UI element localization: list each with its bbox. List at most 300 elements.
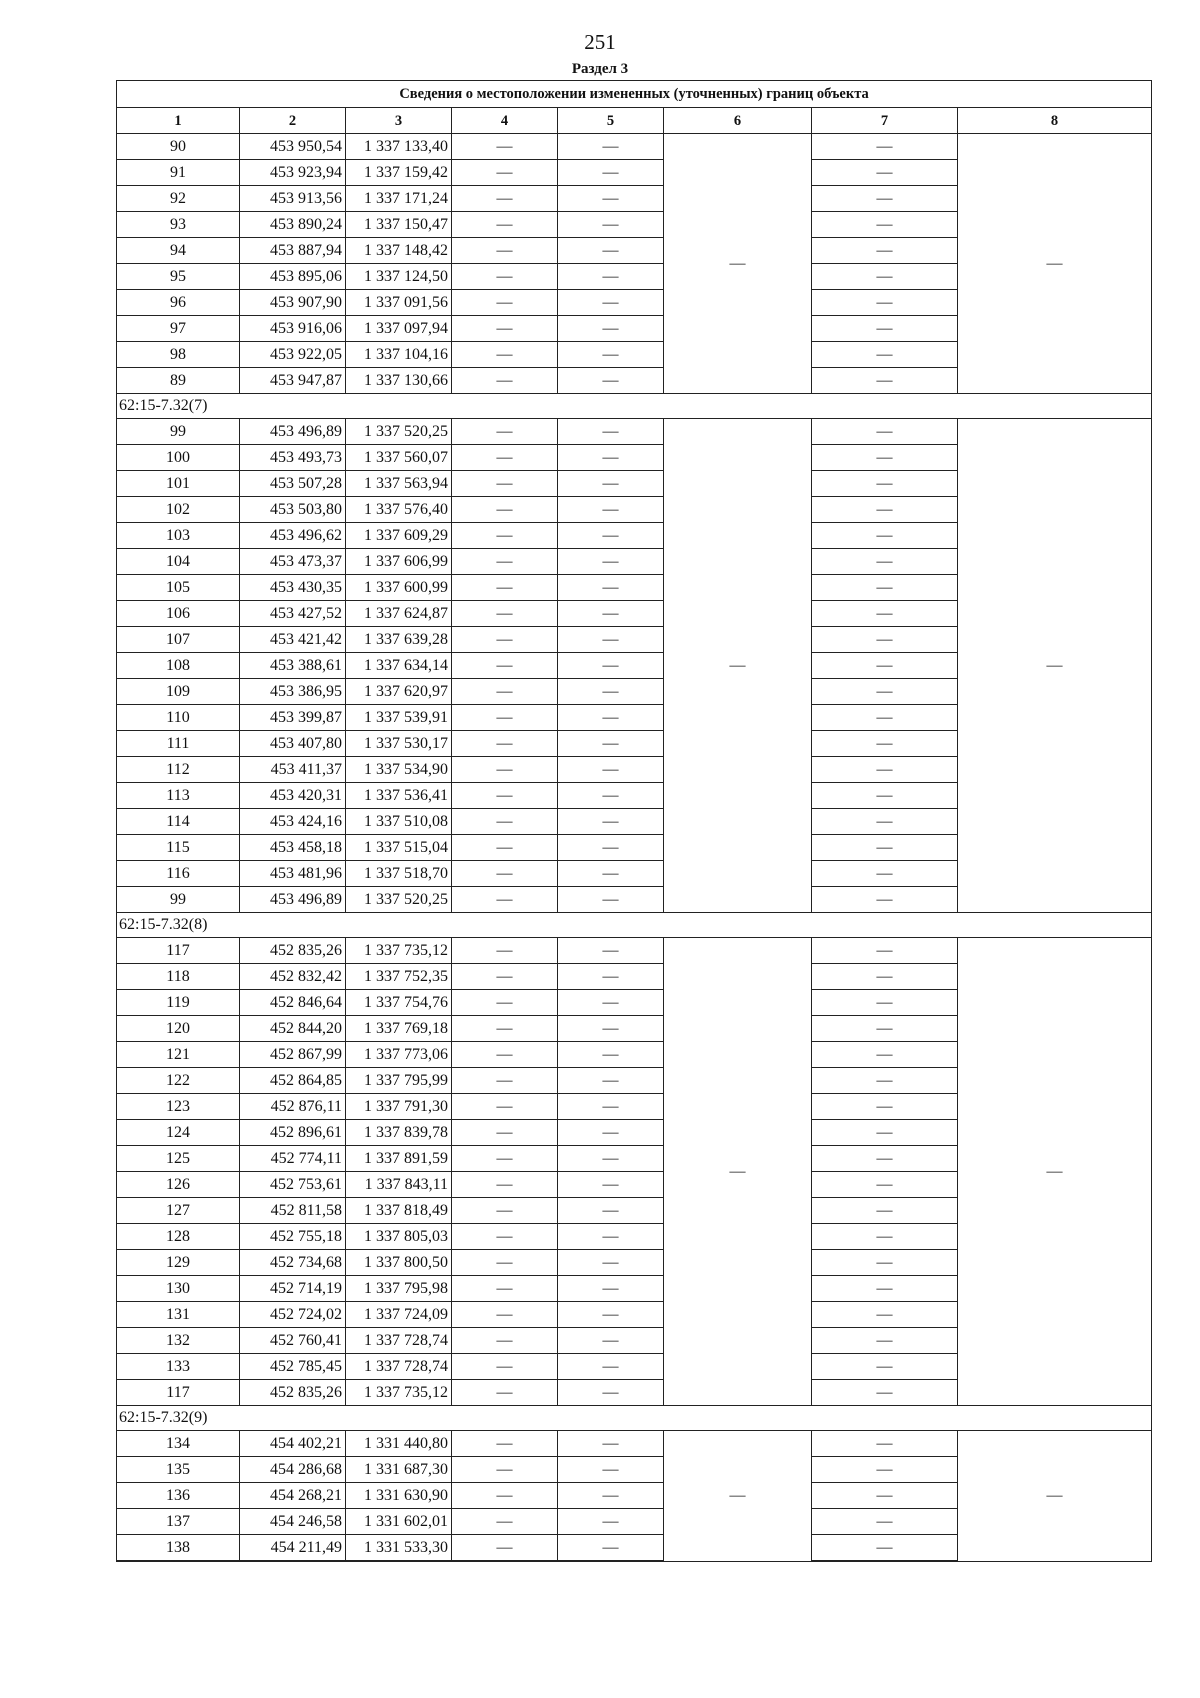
point-number-cell: 122: [117, 1068, 240, 1094]
column-5-cell: —: [558, 1094, 664, 1120]
point-number-cell: 125: [117, 1146, 240, 1172]
y-coordinate-cell: 1 337 773,06: [346, 1042, 452, 1068]
x-coordinate-cell: 453 420,31: [240, 783, 346, 809]
column-5-cell: —: [558, 964, 664, 990]
column-5-cell: —: [558, 887, 664, 913]
column-7-cell: —: [812, 1146, 958, 1172]
column-5-cell: —: [558, 731, 664, 757]
column-7-cell: —: [812, 1224, 958, 1250]
point-number-cell: 113: [117, 783, 240, 809]
column-7-cell: —: [812, 1483, 958, 1509]
y-coordinate-cell: 1 337 634,14: [346, 653, 452, 679]
point-number-cell: 109: [117, 679, 240, 705]
column-5-cell: —: [558, 316, 664, 342]
point-number-cell: 120: [117, 1016, 240, 1042]
column-5-cell: —: [558, 757, 664, 783]
point-number-cell: 134: [117, 1431, 240, 1457]
column-4-cell: —: [452, 964, 558, 990]
column-5-cell: —: [558, 1250, 664, 1276]
column-7-cell: —: [812, 990, 958, 1016]
x-coordinate-cell: 453 913,56: [240, 186, 346, 212]
y-coordinate-cell: 1 337 515,04: [346, 835, 452, 861]
x-coordinate-cell: 453 407,80: [240, 731, 346, 757]
column-6-merged-cell: —: [664, 1431, 812, 1562]
x-coordinate-cell: 453 923,94: [240, 160, 346, 186]
x-coordinate-cell: 453 386,95: [240, 679, 346, 705]
column-4-cell: —: [452, 1276, 558, 1302]
column-7-cell: —: [812, 1431, 958, 1457]
x-coordinate-cell: 453 916,06: [240, 316, 346, 342]
point-number-cell: 126: [117, 1172, 240, 1198]
column-7-cell: —: [812, 471, 958, 497]
column-4-cell: —: [452, 627, 558, 653]
point-number-cell: 112: [117, 757, 240, 783]
y-coordinate-cell: 1 337 818,49: [346, 1198, 452, 1224]
column-7-cell: —: [812, 1509, 958, 1535]
y-coordinate-cell: 1 337 104,16: [346, 342, 452, 368]
x-coordinate-cell: 453 424,16: [240, 809, 346, 835]
column-7-cell: —: [812, 1016, 958, 1042]
column-5-cell: —: [558, 705, 664, 731]
x-coordinate-cell: 452 864,85: [240, 1068, 346, 1094]
column-5-cell: —: [558, 835, 664, 861]
y-coordinate-cell: 1 337 520,25: [346, 887, 452, 913]
column-4-cell: —: [452, 1042, 558, 1068]
column-5-cell: —: [558, 186, 664, 212]
point-number-cell: 106: [117, 601, 240, 627]
column-7-cell: —: [812, 238, 958, 264]
y-coordinate-cell: 1 337 609,29: [346, 523, 452, 549]
boundary-coordinates-table: [116, 80, 1152, 1562]
y-coordinate-cell: 1 331 602,01: [346, 1509, 452, 1535]
column-4-cell: —: [452, 186, 558, 212]
column-4-cell: —: [452, 264, 558, 290]
column-7-cell: —: [812, 1302, 958, 1328]
column-5-cell: —: [558, 160, 664, 186]
column-4-cell: —: [452, 290, 558, 316]
column-5-cell: —: [558, 1146, 664, 1172]
y-coordinate-cell: 1 337 624,87: [346, 601, 452, 627]
y-coordinate-cell: 1 337 735,12: [346, 1380, 452, 1406]
table-row: [117, 1431, 1152, 1457]
column-5-cell: —: [558, 212, 664, 238]
column-5-cell: —: [558, 809, 664, 835]
column-7-cell: —: [812, 575, 958, 601]
column-4-cell: —: [452, 471, 558, 497]
point-number-cell: 100: [117, 445, 240, 471]
column-4-cell: —: [452, 1250, 558, 1276]
column-5-cell: —: [558, 1042, 664, 1068]
column-5-cell: —: [558, 627, 664, 653]
column-7-cell: —: [812, 212, 958, 238]
column-number-2: 2: [240, 108, 346, 134]
column-7-cell: —: [812, 264, 958, 290]
point-number-cell: 124: [117, 1120, 240, 1146]
y-coordinate-cell: 1 337 091,56: [346, 290, 452, 316]
column-7-cell: —: [812, 601, 958, 627]
column-7-cell: —: [812, 887, 958, 913]
x-coordinate-cell: 454 211,49: [240, 1535, 346, 1562]
point-number-cell: 95: [117, 264, 240, 290]
y-coordinate-cell: 1 337 097,94: [346, 316, 452, 342]
column-number-7: 7: [812, 108, 958, 134]
column-7-cell: —: [812, 783, 958, 809]
column-7-cell: —: [812, 731, 958, 757]
column-5-cell: —: [558, 1457, 664, 1483]
point-number-cell: 110: [117, 705, 240, 731]
point-number-cell: 91: [117, 160, 240, 186]
column-4-cell: —: [452, 1328, 558, 1354]
x-coordinate-cell: 452 846,64: [240, 990, 346, 1016]
point-number-cell: 136: [117, 1483, 240, 1509]
column-5-cell: —: [558, 523, 664, 549]
group-header-row: [117, 913, 1152, 938]
column-6-merged-cell: —: [664, 938, 812, 1406]
table-row: [117, 938, 1152, 964]
column-8-merged-cell: —: [958, 938, 1152, 1406]
x-coordinate-cell: 453 895,06: [240, 264, 346, 290]
column-7-cell: —: [812, 1094, 958, 1120]
table-row: [117, 134, 1152, 160]
x-coordinate-cell: 452 755,18: [240, 1224, 346, 1250]
column-4-cell: —: [452, 1535, 558, 1562]
column-4-cell: —: [452, 1354, 558, 1380]
x-coordinate-cell: 453 890,24: [240, 212, 346, 238]
column-7-cell: —: [812, 1250, 958, 1276]
column-5-cell: —: [558, 290, 664, 316]
group-label: 62:15-7.32(8): [117, 913, 1152, 938]
x-coordinate-cell: 452 760,41: [240, 1328, 346, 1354]
y-coordinate-cell: 1 337 150,47: [346, 212, 452, 238]
y-coordinate-cell: 1 331 440,80: [346, 1431, 452, 1457]
column-7-cell: —: [812, 1276, 958, 1302]
y-coordinate-cell: 1 337 536,41: [346, 783, 452, 809]
column-5-cell: —: [558, 653, 664, 679]
y-coordinate-cell: 1 337 130,66: [346, 368, 452, 394]
column-5-cell: —: [558, 471, 664, 497]
point-number-cell: 133: [117, 1354, 240, 1380]
column-4-cell: —: [452, 1380, 558, 1406]
point-number-cell: 117: [117, 1380, 240, 1406]
x-coordinate-cell: 452 753,61: [240, 1172, 346, 1198]
x-coordinate-cell: 452 832,42: [240, 964, 346, 990]
column-4-cell: —: [452, 497, 558, 523]
y-coordinate-cell: 1 337 752,35: [346, 964, 452, 990]
column-4-cell: —: [452, 212, 558, 238]
y-coordinate-cell: 1 337 791,30: [346, 1094, 452, 1120]
x-coordinate-cell: 453 496,89: [240, 419, 346, 445]
x-coordinate-cell: 454 402,21: [240, 1431, 346, 1457]
column-7-cell: —: [812, 653, 958, 679]
column-7-cell: —: [812, 1068, 958, 1094]
column-7-cell: —: [812, 419, 958, 445]
point-number-cell: 92: [117, 186, 240, 212]
y-coordinate-cell: 1 337 805,03: [346, 1224, 452, 1250]
y-coordinate-cell: 1 337 800,50: [346, 1250, 452, 1276]
x-coordinate-cell: 453 496,62: [240, 523, 346, 549]
x-coordinate-cell: 453 496,89: [240, 887, 346, 913]
table-caption: Сведения о местоположении измененных (уточненных) границ объекта: [117, 81, 1152, 108]
x-coordinate-cell: 454 268,21: [240, 1483, 346, 1509]
column-4-cell: —: [452, 601, 558, 627]
column-7-cell: —: [812, 835, 958, 861]
column-5-cell: —: [558, 1509, 664, 1535]
column-7-cell: —: [812, 1328, 958, 1354]
group-header-row: [117, 394, 1152, 419]
column-5-cell: —: [558, 1068, 664, 1094]
point-number-cell: 138: [117, 1535, 240, 1562]
x-coordinate-cell: 453 399,87: [240, 705, 346, 731]
column-5-cell: —: [558, 601, 664, 627]
column-7-cell: —: [812, 368, 958, 394]
group-header-row: [117, 1406, 1152, 1431]
y-coordinate-cell: 1 337 795,99: [346, 1068, 452, 1094]
y-coordinate-cell: 1 331 687,30: [346, 1457, 452, 1483]
x-coordinate-cell: 452 714,19: [240, 1276, 346, 1302]
y-coordinate-cell: 1 337 133,40: [346, 134, 452, 160]
column-5-cell: —: [558, 1276, 664, 1302]
column-4-cell: —: [452, 1509, 558, 1535]
point-number-cell: 132: [117, 1328, 240, 1354]
y-coordinate-cell: 1 331 533,30: [346, 1535, 452, 1562]
x-coordinate-cell: 453 507,28: [240, 471, 346, 497]
point-number-cell: 114: [117, 809, 240, 835]
column-7-cell: —: [812, 1172, 958, 1198]
y-coordinate-cell: 1 337 560,07: [346, 445, 452, 471]
column-7-cell: —: [812, 809, 958, 835]
x-coordinate-cell: 452 876,11: [240, 1094, 346, 1120]
column-4-cell: —: [452, 990, 558, 1016]
column-4-cell: —: [452, 783, 558, 809]
y-coordinate-cell: 1 337 728,74: [346, 1328, 452, 1354]
column-7-cell: —: [812, 1457, 958, 1483]
x-coordinate-cell: 453 421,42: [240, 627, 346, 653]
column-7-cell: —: [812, 861, 958, 887]
point-number-cell: 129: [117, 1250, 240, 1276]
point-number-cell: 118: [117, 964, 240, 990]
column-5-cell: —: [558, 783, 664, 809]
column-7-cell: —: [812, 160, 958, 186]
point-number-cell: 90: [117, 134, 240, 160]
x-coordinate-cell: 453 481,96: [240, 861, 346, 887]
column-4-cell: —: [452, 342, 558, 368]
column-4-cell: —: [452, 705, 558, 731]
y-coordinate-cell: 1 337 124,50: [346, 264, 452, 290]
column-6-merged-cell: —: [664, 134, 812, 394]
x-coordinate-cell: 452 811,58: [240, 1198, 346, 1224]
group-label: 62:15-7.32(7): [117, 394, 1152, 419]
column-4-cell: —: [452, 679, 558, 705]
column-5-cell: —: [558, 368, 664, 394]
column-4-cell: —: [452, 861, 558, 887]
column-number-4: 4: [452, 108, 558, 134]
column-4-cell: —: [452, 1457, 558, 1483]
x-coordinate-cell: 453 922,05: [240, 342, 346, 368]
column-5-cell: —: [558, 1016, 664, 1042]
column-number-3: 3: [346, 108, 452, 134]
y-coordinate-cell: 1 337 620,97: [346, 679, 452, 705]
column-7-cell: —: [812, 134, 958, 160]
x-coordinate-cell: 453 388,61: [240, 653, 346, 679]
column-5-cell: —: [558, 1535, 664, 1562]
point-number-cell: 89: [117, 368, 240, 394]
column-7-cell: —: [812, 938, 958, 964]
point-number-cell: 99: [117, 419, 240, 445]
column-5-cell: —: [558, 264, 664, 290]
point-number-cell: 101: [117, 471, 240, 497]
column-5-cell: —: [558, 1224, 664, 1250]
point-number-cell: 98: [117, 342, 240, 368]
column-5-cell: —: [558, 1354, 664, 1380]
column-4-cell: —: [452, 1120, 558, 1146]
point-number-cell: 119: [117, 990, 240, 1016]
x-coordinate-cell: 454 246,58: [240, 1509, 346, 1535]
y-coordinate-cell: 1 337 563,94: [346, 471, 452, 497]
column-4-cell: —: [452, 575, 558, 601]
column-7-cell: —: [812, 1380, 958, 1406]
x-coordinate-cell: 453 430,35: [240, 575, 346, 601]
x-coordinate-cell: 452 835,26: [240, 1380, 346, 1406]
point-number-cell: 97: [117, 316, 240, 342]
y-coordinate-cell: 1 337 724,09: [346, 1302, 452, 1328]
x-coordinate-cell: 452 896,61: [240, 1120, 346, 1146]
y-coordinate-cell: 1 337 735,12: [346, 938, 452, 964]
column-4-cell: —: [452, 134, 558, 160]
column-5-cell: —: [558, 1172, 664, 1198]
column-4-cell: —: [452, 1483, 558, 1509]
column-5-cell: —: [558, 938, 664, 964]
column-7-cell: —: [812, 497, 958, 523]
x-coordinate-cell: 452 734,68: [240, 1250, 346, 1276]
x-coordinate-cell: 452 774,11: [240, 1146, 346, 1172]
column-4-cell: —: [452, 1431, 558, 1457]
column-7-cell: —: [812, 290, 958, 316]
column-7-cell: —: [812, 757, 958, 783]
column-4-cell: —: [452, 368, 558, 394]
x-coordinate-cell: 453 887,94: [240, 238, 346, 264]
column-4-cell: —: [452, 1224, 558, 1250]
column-7-cell: —: [812, 549, 958, 575]
column-7-cell: —: [812, 627, 958, 653]
column-5-cell: —: [558, 134, 664, 160]
group-label: 62:15-7.32(9): [117, 1406, 1152, 1431]
x-coordinate-cell: 453 950,54: [240, 134, 346, 160]
y-coordinate-cell: 1 337 171,24: [346, 186, 452, 212]
y-coordinate-cell: 1 337 769,18: [346, 1016, 452, 1042]
point-number-cell: 105: [117, 575, 240, 601]
point-number-cell: 107: [117, 627, 240, 653]
x-coordinate-cell: 453 473,37: [240, 549, 346, 575]
column-7-cell: —: [812, 1198, 958, 1224]
column-5-cell: —: [558, 342, 664, 368]
y-coordinate-cell: 1 337 159,42: [346, 160, 452, 186]
column-4-cell: —: [452, 887, 558, 913]
column-4-cell: —: [452, 1016, 558, 1042]
column-6-merged-cell: —: [664, 419, 812, 913]
column-5-cell: —: [558, 990, 664, 1016]
point-number-cell: 93: [117, 212, 240, 238]
x-coordinate-cell: 454 286,68: [240, 1457, 346, 1483]
column-5-cell: —: [558, 1328, 664, 1354]
point-number-cell: 117: [117, 938, 240, 964]
column-4-cell: —: [452, 238, 558, 264]
column-4-cell: —: [452, 1302, 558, 1328]
column-7-cell: —: [812, 679, 958, 705]
column-5-cell: —: [558, 1198, 664, 1224]
column-5-cell: —: [558, 445, 664, 471]
column-4-cell: —: [452, 419, 558, 445]
column-7-cell: —: [812, 445, 958, 471]
point-number-cell: 115: [117, 835, 240, 861]
point-number-cell: 123: [117, 1094, 240, 1120]
column-5-cell: —: [558, 1483, 664, 1509]
point-number-cell: 127: [117, 1198, 240, 1224]
y-coordinate-cell: 1 337 530,17: [346, 731, 452, 757]
column-4-cell: —: [452, 835, 558, 861]
column-4-cell: —: [452, 938, 558, 964]
y-coordinate-cell: 1 337 839,78: [346, 1120, 452, 1146]
x-coordinate-cell: 452 724,02: [240, 1302, 346, 1328]
column-7-cell: —: [812, 1042, 958, 1068]
x-coordinate-cell: 453 411,37: [240, 757, 346, 783]
y-coordinate-cell: 1 337 795,98: [346, 1276, 452, 1302]
column-4-cell: —: [452, 523, 558, 549]
y-coordinate-cell: 1 337 576,40: [346, 497, 452, 523]
column-4-cell: —: [452, 549, 558, 575]
y-coordinate-cell: 1 337 148,42: [346, 238, 452, 264]
x-coordinate-cell: 453 503,80: [240, 497, 346, 523]
column-4-cell: —: [452, 1172, 558, 1198]
column-7-cell: —: [812, 705, 958, 731]
column-7-cell: —: [812, 523, 958, 549]
point-number-cell: 108: [117, 653, 240, 679]
column-7-cell: —: [812, 316, 958, 342]
y-coordinate-cell: 1 337 606,99: [346, 549, 452, 575]
column-8-merged-cell: —: [958, 134, 1152, 394]
column-number-1: 1: [117, 108, 240, 134]
y-coordinate-cell: 1 337 843,11: [346, 1172, 452, 1198]
column-4-cell: —: [452, 757, 558, 783]
point-number-cell: 130: [117, 1276, 240, 1302]
column-4-cell: —: [452, 316, 558, 342]
x-coordinate-cell: 452 867,99: [240, 1042, 346, 1068]
point-number-cell: 104: [117, 549, 240, 575]
column-number-6: 6: [664, 108, 812, 134]
column-7-cell: —: [812, 964, 958, 990]
y-coordinate-cell: 1 337 520,25: [346, 419, 452, 445]
column-8-merged-cell: —: [958, 419, 1152, 913]
column-7-cell: —: [812, 342, 958, 368]
y-coordinate-cell: 1 337 510,08: [346, 809, 452, 835]
x-coordinate-cell: 453 493,73: [240, 445, 346, 471]
y-coordinate-cell: 1 337 600,99: [346, 575, 452, 601]
column-4-cell: —: [452, 160, 558, 186]
column-4-cell: —: [452, 445, 558, 471]
point-number-cell: 135: [117, 1457, 240, 1483]
column-4-cell: —: [452, 1068, 558, 1094]
y-coordinate-cell: 1 331 630,90: [346, 1483, 452, 1509]
point-number-cell: 111: [117, 731, 240, 757]
point-number-cell: 103: [117, 523, 240, 549]
x-coordinate-cell: 452 785,45: [240, 1354, 346, 1380]
x-coordinate-cell: 453 427,52: [240, 601, 346, 627]
column-7-cell: —: [812, 186, 958, 212]
point-number-cell: 137: [117, 1509, 240, 1535]
y-coordinate-cell: 1 337 728,74: [346, 1354, 452, 1380]
column-5-cell: —: [558, 1302, 664, 1328]
point-number-cell: 96: [117, 290, 240, 316]
column-7-cell: —: [812, 1535, 958, 1562]
